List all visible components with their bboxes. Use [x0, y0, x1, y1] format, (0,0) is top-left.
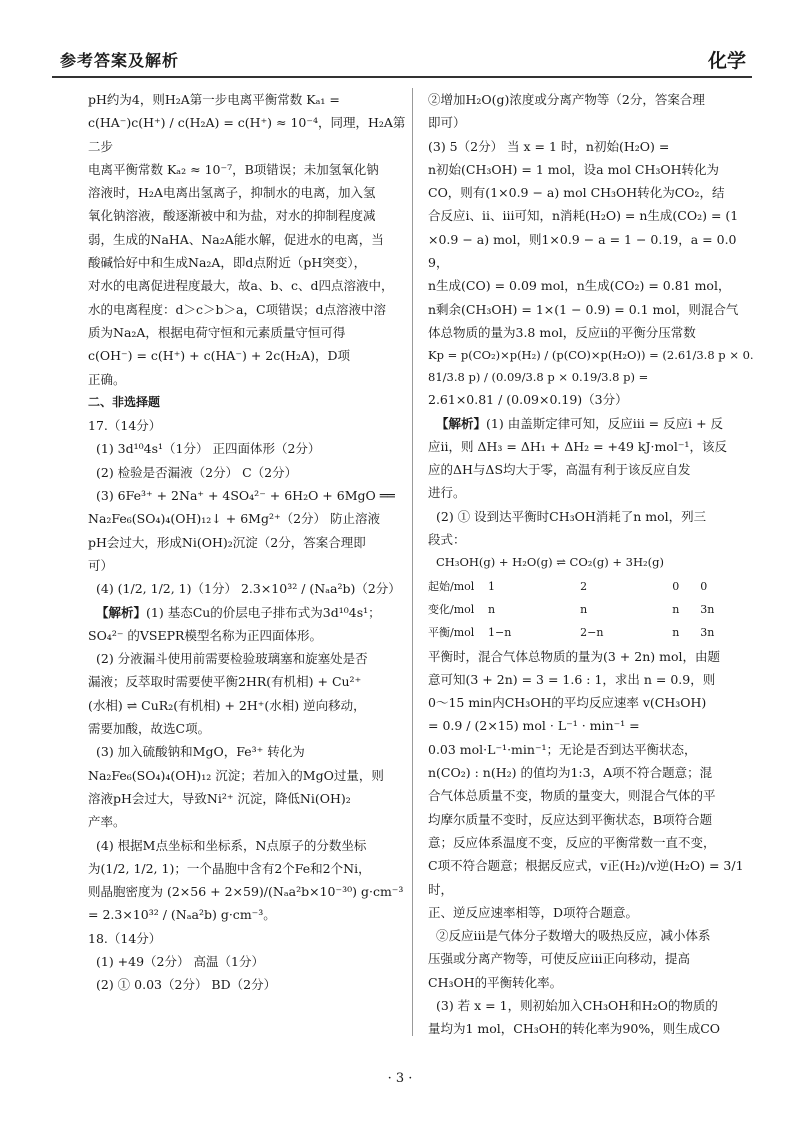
table-cell: n [488, 602, 496, 616]
text-line: n生成(CO) = 0.09 mol，n生成(CO₂) = 0.81 mol， [428, 278, 731, 294]
answer-line: (1) 3d¹⁰4s¹（1分） 正四面体形（2分） [96, 441, 321, 457]
analysis-line: (4) 根据M点坐标和坐标系，N点原子的分数坐标 [96, 837, 367, 853]
analysis-line: SO₄²⁻ 的VSEPR模型名称为正四面体形。 [88, 627, 322, 643]
analysis-line: CH₃OH的平衡转化率。 [428, 974, 563, 990]
answer-line: (4) (1/2, 1/2, 1)（1分） 2.3×10³² / (Nₐa²b)（2分） [96, 581, 401, 597]
text-line: 水的电离程度：d＞c＞b＞a，C项错误；d点溶液中溶 [88, 301, 387, 317]
right-column [428, 88, 756, 1041]
analysis-line: 量均为1 mol，CH₃OH的转化率为90%，则生成CO [428, 1021, 721, 1037]
text-line: (3) 5（2分） 当 x = 1 时，n初始(H₂O) = [428, 138, 670, 154]
analysis-line: n(CO₂) : n(H₂) 的值均为1:3，A项不符合题意；混 [428, 765, 713, 781]
analysis-line: 进行。 [428, 485, 466, 501]
analysis-line: 压强或分离产物等，可使反应ⅲ正向移动，提高 [428, 951, 690, 967]
kp-equation: Kp = p(CO₂)×p(H₂) / (p(CO)×p(H₂O)) = (2.61/3.8 p × 0.81/3.8 p) / (0.09/3.8 p × 0.19/3.8 p) = [428, 348, 754, 385]
table-cell: 2−n [580, 626, 604, 640]
table-cell: 0 [672, 579, 680, 593]
text-line: 弱，生成的NaHA、Na₂A能水解，促进水的电离，当 [88, 231, 384, 247]
analysis-line: 产率。 [88, 814, 126, 830]
row-label: 起始/mol [428, 579, 475, 593]
text-line: pH约为4，则H₂A第一步电离平衡常数 Kₐ₁ = [88, 92, 340, 107]
analysis-marker: 【解析】 [436, 415, 487, 431]
analysis-line: (水相) ⇌ CuR₂(有机相) + 2H⁺(水相) 逆向移动， [88, 697, 366, 713]
analysis-line: 需要加酸，故选C项。 [88, 721, 211, 737]
text-line: c(HA⁻)c(H⁺) / c(H₂A) = c(H⁺) ≈ 10⁻⁴，同理，H₂A第二步 [88, 115, 406, 154]
text-line: 体总物质的量为3.8 mol，反应ⅱ的平衡分压常数 [428, 324, 696, 340]
text-line: 对水的电离促进程度最大，故a、b、c、d四点溶液中， [88, 278, 394, 294]
analysis-line: 均摩尔质量不变时，反应达到平衡状态，B项符合题 [428, 811, 713, 827]
analysis-line: 意可知(3 + 2n) = 3 = 1.6 : 1，求出 n = 0.9，则 [428, 671, 716, 687]
text-line: ②增加H₂O(g)浓度或分离产物等（2分，答案合理 [428, 92, 705, 107]
analysis-line: (3) 若 x = 1，则初始加入CH₃OH和H₂O的物质的 [436, 997, 718, 1013]
analysis-line: (2) ① 设到达平衡时CH₃OH消耗了n mol，列三 [436, 508, 707, 524]
table-cell: 3n [700, 626, 715, 640]
table-row [428, 575, 756, 598]
analysis-line: 0～15 min内CH₃OH的平均反应速率 v(CH₃OH) [428, 695, 707, 711]
table-cell: n [672, 602, 680, 616]
text-line: n初始(CH₃OH) = 1 mol，设a mol CH₃OH转化为 [428, 161, 720, 177]
text-line: ×0.9 − a) mol，则1×0.9 − a = 1 − 0.19，a = 0.09， [428, 231, 737, 271]
text-line: 溶液时，H₂A电离出氢离子，抑制水的电离，加入氢 [88, 185, 376, 201]
analysis-line: = 0.9 / (2×15) mol · L⁻¹ · min⁻¹ = [428, 718, 640, 734]
analysis-marker: 【解析】 [96, 604, 147, 620]
header-title: 参考答案及解析 [60, 51, 180, 70]
table-cell: 3n [700, 602, 715, 616]
table-cell: 1−n [488, 626, 512, 640]
table-cell: 0 [700, 579, 708, 593]
text-line: c(OH⁻) = c(H⁺) + c(HA⁻) + 2c(H₂A)，D项 [88, 348, 350, 364]
analysis-line: 漏液；反萃取时需要使平衡2HR(有机相) + Cu²⁺ [88, 674, 362, 690]
text-line: n剩余(CH₃OH) = 1×(1 − 0.9) = 0.1 mol，则混合气 [428, 301, 739, 317]
left-column [88, 88, 416, 997]
text-line: 氧化钠溶液，酸逐渐被中和为盐，对水的抑制程度减 [88, 208, 376, 224]
row-label: 变化/mol [428, 602, 475, 616]
answer-line: (1) +49（2分） 高温（1分） [96, 953, 264, 969]
answer-line: 可） [88, 557, 114, 573]
analysis-line: 平衡时，混合气体总物质的量为(3 + 2n) mol，由题 [428, 648, 720, 664]
table-cell: 2 [580, 579, 588, 593]
text-line: 电离平衡常数 Kₐ₂ ≈ 10⁻⁷，B项错误；未加氢氧化钠 [88, 161, 379, 177]
question-number: 17.（14分） [88, 418, 162, 434]
section-heading: 二、非选择题 [88, 394, 161, 409]
analysis-line: C项不符合题意；根据反应式，v正(H₂)/v逆(H₂O) = 3/1 时， [428, 858, 744, 897]
analysis-line: 应的ΔH与ΔS均大于零，高温有利于该反应自发 [428, 462, 691, 478]
analysis-line: 意；反应体系温度不变，反应的平衡常数一直不变， [428, 834, 716, 850]
answer-line: Na₂Fe₆(SO₄)₄(OH)₁₂↓ + 6Mg²⁺（2分） 防止溶液 [88, 511, 380, 527]
analysis-line: ②反应ⅲ是气体分子数增大的吸热反应，减小体系 [436, 928, 711, 944]
text-line: 正确。 [88, 371, 126, 387]
analysis-line: 则晶胞密度为 (2×56 + 2×59)/(Nₐa²b×10⁻³⁰) g·cm⁻³ [88, 884, 404, 900]
text-line: 质为Na₂A，根据电荷守恒和元素质量守恒可得 [88, 324, 346, 340]
analysis-line: 【解析】(1) 基态Cu的价层电子排布式为3d¹⁰4s¹； [96, 604, 381, 620]
table-cell: n [580, 602, 588, 616]
analysis-line: 0.03 mol·L⁻¹·min⁻¹；无论是否到达平衡状态， [428, 741, 697, 757]
analysis-line: 为(1/2, 1/2, 1)；一个晶胞中含有2个Fe和2个Ni， [88, 860, 371, 876]
analysis-line: = 2.3×10³² / (Nₐa²b) g·cm⁻³。 [88, 907, 276, 923]
analysis-line: Na₂Fe₆(SO₄)₄(OH)₁₂ 沉淀；若加入的MgO过量，则 [88, 767, 384, 783]
page-number: · 3 · [387, 1071, 413, 1086]
analysis-line: (2) 分液漏斗使用前需要检验玻璃塞和旋塞处是否 [96, 651, 368, 667]
table-cell: 1 [488, 579, 495, 593]
analysis-line: 溶液pH会过大，导致Ni²⁺ 沉淀，降低Ni(OH)₂ [88, 790, 351, 806]
analysis-line: 段式： [428, 532, 466, 548]
analysis-line: 合气体总质量不变，物质的量变大，则混合气体的平 [428, 788, 716, 804]
stage-table [428, 575, 756, 645]
text-line: 2.61×0.81 / (0.09×0.19)（3分） [428, 392, 628, 408]
text-line: 即可） [428, 115, 466, 131]
analysis-line: 应ⅱ，则 ΔH₃ = ΔH₁ + ΔH₂ = +49 kJ·mol⁻¹，该反 [428, 438, 727, 454]
answer-line: (2) 检验是否漏液（2分） C（2分） [96, 464, 298, 480]
three-stage-table [428, 551, 756, 644]
reaction-equation: CH₃OH(g) + H₂O(g) ⇌ CO₂(g) + 3H₂(g) [436, 555, 664, 570]
analysis-line: (3) 加入硫酸钠和MgO，Fe³⁺ 转化为 [96, 744, 305, 760]
question-number: 18.（14分） [88, 930, 162, 946]
table-cell: n [672, 626, 680, 640]
text-line: 合反应ⅰ、ⅱ、ⅲ可知，n消耗(H₂O) = n生成(CO₂) = (1 [428, 208, 739, 224]
subject-label: 化学 [707, 50, 746, 72]
table-row [428, 621, 756, 644]
text-line: 酸碱恰好中和生成Na₂A，即d点附近（pH突变）， [88, 255, 367, 271]
analysis-line: 【解析】(1) 由盖斯定律可知，反应ⅲ = 反应ⅰ + 反 [436, 415, 724, 431]
answer-line: (2) ① 0.03（2分） BD（2分） [96, 977, 277, 993]
answer-line: (3) 6Fe³⁺ + 2Na⁺ + 4SO₄²⁻ + 6H₂O + 6MgO ══ [96, 488, 395, 504]
page-header [52, 40, 752, 78]
row-label: 平衡/mol [428, 626, 475, 640]
analysis-line: 正、逆反应速率相等，D项符合题意。 [428, 904, 639, 920]
table-row [428, 598, 756, 621]
text-line: CO，则有(1×0.9 − a) mol CH₃OH转化为CO₂，结 [428, 185, 725, 201]
answer-line: pH会过大，形成Ni(OH)₂沉淀（2分，答案合理即 [88, 534, 366, 550]
